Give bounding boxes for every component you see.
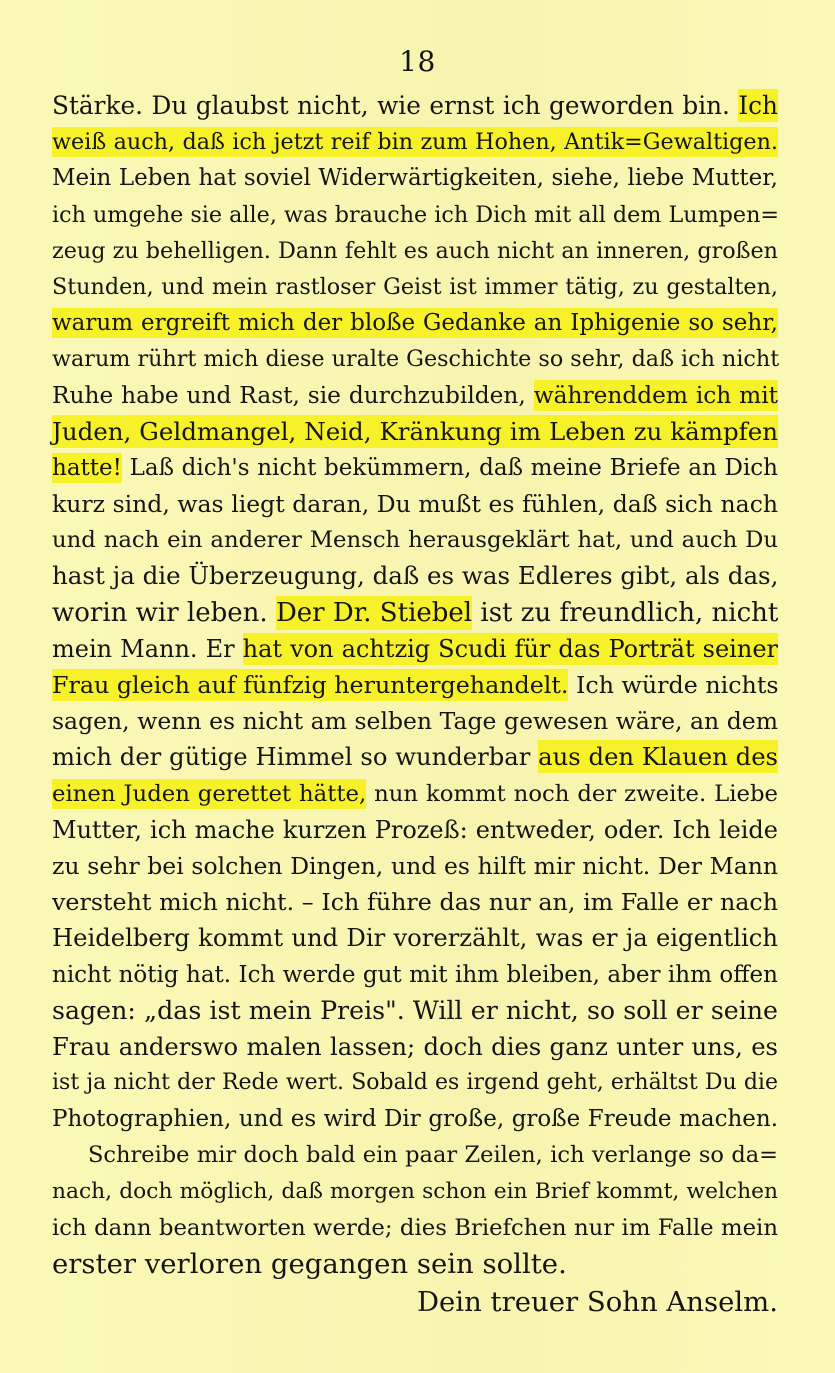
text-line xyxy=(52,341,778,377)
text-line xyxy=(52,993,778,1029)
line-text: zu sehr bei solchen Dingen, und es hilft mir nicht. Der Mann xyxy=(52,851,778,880)
highlighted-text: währenddem ich mit xyxy=(533,381,778,409)
highlighted-text: warum ergreift mich der bloße Gedanke an Iphigenie so sehr, xyxy=(52,310,778,337)
text-line xyxy=(52,667,778,703)
line-text: sagen: „das ist mein Preis". Will er nicht, so soll er seine xyxy=(52,995,778,1025)
text-line xyxy=(52,776,778,812)
text-line xyxy=(52,414,778,450)
text-line xyxy=(52,1029,778,1065)
highlighted-text: weiß auch, daß ich jetzt reif bin zum Hohen, Antik=Gewaltigen. xyxy=(52,129,778,156)
highlighted-text: aus den Klauen des xyxy=(538,742,778,772)
text-line xyxy=(52,160,778,196)
highlighted-text: hat von achtzig Scudi für das Porträt seiner xyxy=(242,634,778,663)
text-line xyxy=(52,1101,778,1137)
highlighted-text: Juden, Geldmangel, Neid, Kränkung im Leben zu kämpfen xyxy=(52,416,778,446)
line-text: nicht nötig hat. Ich werde gut mit ihm bleiben, aber ihm offen xyxy=(52,961,778,988)
line-text: mich der gütige Himmel so wunderbar xyxy=(52,742,539,772)
page-number: 18 xyxy=(399,45,436,78)
line-text: ich dann beantworten werde; dies Briefchen nur im Falle mein xyxy=(52,1214,778,1241)
text-line xyxy=(52,739,778,775)
text-line xyxy=(52,1137,778,1173)
text-line xyxy=(52,1246,778,1282)
line-text: Mein Leben hat soviel Widerwärtigkeiten, siehe, liebe Mutter, xyxy=(52,165,778,192)
line-text: kurz sind, was liegt daran, Du mußt es fühlen, daß sich nach xyxy=(52,490,778,519)
text-line xyxy=(52,378,778,414)
line-text: erster verloren gegangen sein sollte. xyxy=(52,1248,567,1280)
line-text: worin wir leben. xyxy=(52,597,276,628)
line-text: nun kommt noch der zweite. Liebe xyxy=(366,780,779,807)
text-line xyxy=(52,522,778,558)
text-line xyxy=(52,957,778,993)
text-line xyxy=(52,631,778,667)
highlighted-text: einen Juden gerettet hätte, xyxy=(52,780,367,807)
text-line xyxy=(52,305,778,341)
highlighted-text: hatte! xyxy=(52,454,122,481)
text-line xyxy=(52,450,778,486)
text-line xyxy=(52,595,778,631)
signature-line xyxy=(52,1282,778,1320)
line-text: Laß dich's nicht bekümmern, daß meine Briefe an Dich xyxy=(121,454,778,481)
highlighted-text: Frau gleich auf fünfzig heruntergehandelt. xyxy=(52,671,569,699)
text-line xyxy=(52,1210,778,1246)
text-line xyxy=(52,486,778,522)
line-text: Mutter, ich mache kurzen Prozeß: entweder, oder. Ich leide xyxy=(52,815,778,844)
line-text: Stärke. Du glaubst nicht, wie ernst ich geworden bin. xyxy=(52,91,739,120)
text-line xyxy=(52,848,778,884)
line-text: sagen, wenn es nicht am selben Tage gewesen wäre, an dem xyxy=(52,707,778,736)
line-text: Ich würde nichts xyxy=(568,671,779,699)
line-text: ist ja nicht der Rede wert. Sobald es irgend geht, erhältst Du die xyxy=(52,1070,778,1096)
text-line xyxy=(52,124,778,160)
text-line xyxy=(52,269,778,305)
text-line xyxy=(52,1065,778,1101)
highlighted-text: Der Dr. Stiebel xyxy=(275,597,473,628)
line-text: Ruhe habe und Rast, sie durchzubilden, xyxy=(52,381,534,409)
line-text: Photographien, und es wird Dir große, große Freude machen. xyxy=(52,1106,778,1133)
text-line xyxy=(52,88,778,124)
line-text: versteht mich nicht. – Ich führe das nur an, im Falle er nach xyxy=(52,888,778,917)
line-text: Stunden, und mein rastloser Geist ist immer tätig, zu gestalten, xyxy=(52,273,778,300)
text-line xyxy=(52,920,778,956)
line-text: Frau anderswo malen lassen; doch dies ganz unter uns, es xyxy=(52,1031,778,1061)
line-text: mein Mann. Er xyxy=(52,634,243,663)
text-line xyxy=(52,812,778,848)
line-text: Dein treuer Sohn Anselm. xyxy=(416,1286,778,1319)
line-text: nach, doch möglich, daß morgen schon ein Brief kommt, welchen xyxy=(52,1178,778,1204)
line-text: und nach ein anderer Mensch herausgeklärt hat, und auch Du xyxy=(52,527,778,554)
line-text: Heidelberg kommt und Dir vorerzählt, was er ja eigentlich xyxy=(52,923,778,953)
line-text: hast ja die Überzeugung, daß es was Edleres gibt, als das, xyxy=(52,561,779,591)
line-text: zeug zu behelligen. Dann fehlt es auch nicht an inneren, großen xyxy=(52,237,778,264)
text-line xyxy=(52,884,778,920)
text-line xyxy=(52,703,778,739)
line-text: Schreibe mir doch bald ein paar Zeilen, ich verlange so da= xyxy=(88,1142,778,1169)
line-text: warum rührt mich diese uralte Geschichte so sehr, daß ich nicht xyxy=(52,346,780,373)
text-line xyxy=(52,1174,778,1210)
line-text: ist zu freundlich, nicht xyxy=(472,597,779,628)
text-line xyxy=(52,558,778,594)
letter-text xyxy=(52,88,778,1320)
text-line xyxy=(52,233,778,269)
text-line xyxy=(52,197,778,233)
highlighted-text: Ich xyxy=(738,91,778,120)
line-text: ich umgehe sie alle, was brauche ich Dich mit all dem Lumpen= xyxy=(52,201,780,228)
